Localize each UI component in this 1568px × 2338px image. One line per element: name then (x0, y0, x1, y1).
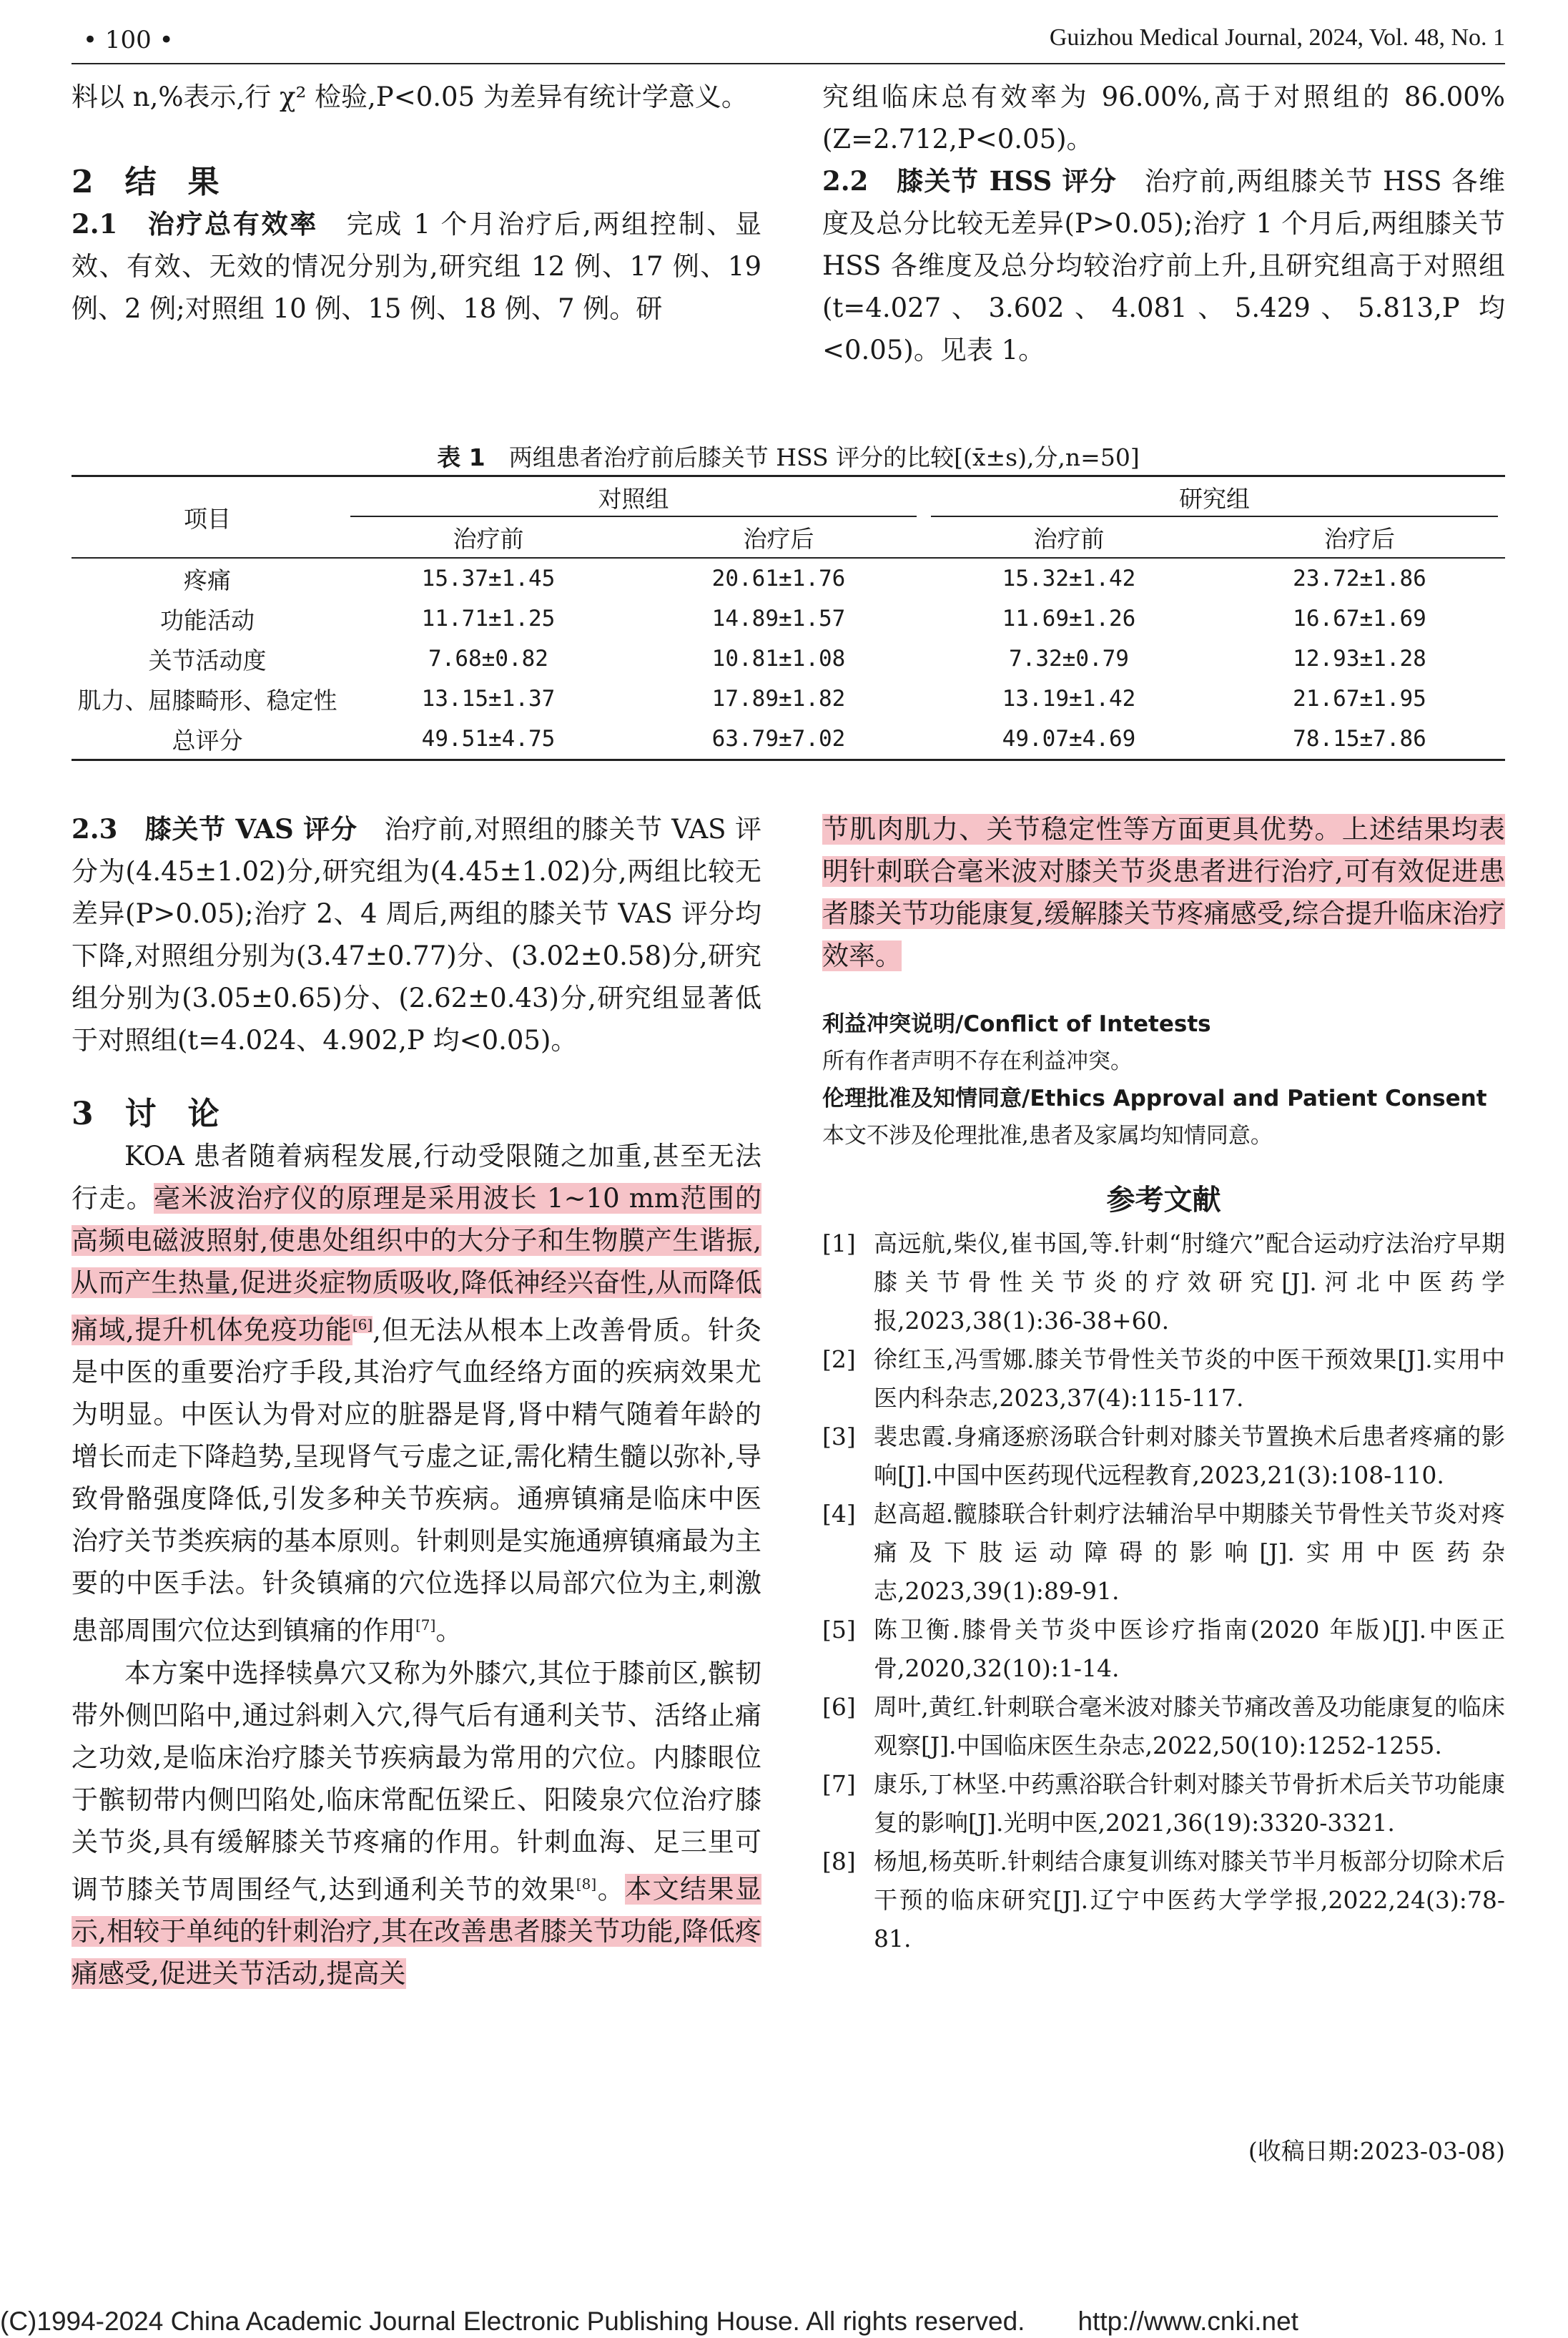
reference-item (822, 1765, 1505, 1842)
reference-number: [8] (822, 1847, 856, 1875)
reference-item (822, 1340, 1505, 1418)
table-row (72, 599, 1505, 639)
page-number: • 100 • (83, 26, 174, 54)
row-item: 功能活动 (160, 606, 255, 634)
conflict-of-interest-title: 利益冲突说明/Conflict of Intetests (822, 1011, 1211, 1037)
section-2-2-body: 治疗前,两组膝关节 HSS 各维度及总分比较无差异(P>0.05);治疗 1 个月后,两组膝关节 HSS 各维度及总分均较治疗前上升,且研究组高于对照组(t=4.027、3.602、4.081、5.429、5.813,P 均<0.05)。见表 1。 (822, 166, 1505, 365)
paragraph-efficacy-rate: 究组临床总有效率为 96.00%,高于对照组的 86.00%(Z=2.712,P<0.05)。 (822, 82, 1505, 154)
reference-number: [3] (822, 1423, 856, 1450)
table-row (72, 639, 1505, 679)
cell-control-before: 7.68±0.82 (428, 646, 548, 672)
conflict-of-interest-body: 所有作者声明不存在利益冲突。 (822, 1048, 1133, 1074)
table-header-study-group: 研究组 (924, 476, 1505, 518)
cell-study-after: 21.67±1.95 (1293, 686, 1426, 712)
highlighted-text: 本文结果显示,相较于单纯的针刺治疗,其在改善患者膝关节功能,降低疼痛感受,促进关节活动,提高关 (72, 1873, 761, 1989)
ethics-body: 本文不涉及伦理批准,患者及家属均知情同意。 (822, 1123, 1273, 1149)
table-header-control-after: 治疗后 (633, 517, 924, 558)
reference-text: 周叶,黄红.针刺联合毫米波对膝关节痛改善及功能康复的临床观察[J].中国临床医生杂志,2022,50(10):1252-1255. (874, 1693, 1505, 1759)
section-2-1 (72, 203, 761, 330)
header-rule (72, 63, 1505, 64)
reference-number: [5] (822, 1616, 856, 1644)
cell-control-before: 11.71±1.25 (421, 606, 556, 632)
cell-control-before: 49.51±4.75 (343, 719, 633, 760)
reference-number: [6] (822, 1693, 856, 1721)
citation-7: [7] (415, 1616, 436, 1634)
cell-study-after: 78.15±7.86 (1214, 719, 1505, 760)
table-row (72, 679, 1505, 719)
citation-8: [8] (576, 1875, 597, 1892)
section-2-3 (72, 808, 761, 1061)
reference-text: 徐红玉,冯雪娜.膝关节骨性关节炎的中医干预效果[J].实用中医内科杂志,2023,37(4):115-117. (874, 1345, 1505, 1412)
copyright-footer: (C)1994-2024 China Academic Journal Electronic Publishing House. All rights reserved. http://www.cnki.net (0, 2307, 1298, 2336)
reference-item (822, 1224, 1505, 1340)
reference-text: 杨旭,杨英昕.针刺结合康复训练对膝关节半月板部分切除术后干预的临床研究[J].辽宁中医药大学学报,2022,24(3):78-81. (874, 1847, 1505, 1953)
reference-number: [1] (822, 1229, 856, 1257)
hss-score-table (72, 475, 1505, 761)
table-header-item: 项目 (72, 476, 343, 559)
table-caption (72, 439, 1505, 473)
left-column-top (72, 76, 761, 330)
cell-study-after: 16.67±1.69 (1293, 606, 1426, 632)
cell-study-before: 13.19±1.42 (1002, 686, 1136, 712)
reference-text: 康乐,丁林坚.中药熏浴联合针刺对膝关节骨折术后关节功能康复的影响[J].光明中医,2021,36(19):3320-3321. (874, 1770, 1505, 1837)
reference-number: [2] (822, 1345, 856, 1373)
row-item: 疼痛 (184, 566, 231, 594)
paragraph-statistics: 料以 n,%表示,行 χ² 检验,P<0.05 为差异有统计学意义。 (72, 82, 748, 112)
cell-control-after: 63.79±7.02 (633, 719, 924, 760)
reference-text: 裴忠霞.身痛逐瘀汤联合针刺对膝关节置换术后患者疼痛的影响[J].中国中医药现代远程教育,2023,21(3):108-110. (874, 1423, 1505, 1489)
reference-list (822, 1224, 1505, 1958)
cell-control-after: 17.89±1.82 (711, 686, 846, 712)
section-2-1-heading: 2.1 治疗总有效率 (72, 208, 318, 240)
section-2-1-body: 完成 1 个月治疗后,两组控制、显效、有效、无效的情况分别为,研究组 12 例、17 例、19 例、2 例;对照组 10 例、15 例、18 例、7 例。研 (72, 209, 762, 324)
section-3-heading: 3 讨 论 (72, 1096, 220, 1132)
reference-item (822, 1418, 1505, 1495)
cell-study-after: 12.93±1.28 (1293, 646, 1426, 672)
reference-item (822, 1611, 1505, 1688)
reference-item (822, 1688, 1505, 1765)
reference-text: 陈卫衡.膝骨关节炎中医诊疗指南(2020 年版)[J].中医正骨,2020,32(10):1-14. (874, 1616, 1505, 1682)
discussion-text: 。 (596, 1873, 626, 1905)
table-header-control-group: 对照组 (343, 476, 924, 518)
references-heading: 参考文献 (1106, 1184, 1221, 1217)
reference-text: 赵高超.髋膝联合针刺疗法辅治早中期膝关节骨性关节炎对疼痛及下肢运动障碍的影响[J].实用中医药杂志,2023,39(1):89-91. (874, 1500, 1505, 1605)
cell-study-before: 11.69±1.26 (1002, 606, 1136, 632)
reference-number: [7] (822, 1770, 856, 1798)
reference-text: 高远航,柴仪,崔书国,等.针刺“肘缝穴”配合运动疗法治疗早期膝关节骨性关节炎的疗效研究[J].河北中医药学报,2023,38(1):36-38+60. (874, 1229, 1505, 1335)
ethics-title: 伦理批准及知情同意/Ethics Approval and Patient Consent (822, 1086, 1487, 1111)
section-2-2 (822, 160, 1505, 371)
reference-item (822, 1495, 1505, 1611)
discussion-text: 本方案中选择犊鼻穴又称为外膝穴,其位于膝前区,髌韧带外侧凹陷中,通过斜刺入穴,得气后有通利关节、活络止痛之功效,是临床治疗膝关节疾病最为常用的穴位。内膝眼位于髌韧带内侧凹陷处,临床常配伍梁丘、阳陵泉穴位治疗膝关节炎,具有缓解膝关节疼痛的作用。针刺血海、足三里可调节膝关节周围经气,达到通利关节的效果 (72, 1657, 761, 1905)
cell-study-before: 49.07±4.69 (924, 719, 1214, 760)
discussion-text: 。 (435, 1615, 463, 1646)
discussion-paragraph-1 (72, 1135, 761, 1652)
table-caption-label: 表 1 (437, 443, 485, 471)
right-column-bottom (822, 808, 1505, 1958)
cell-study-before: 7.32±0.79 (1009, 646, 1129, 672)
left-column-bottom (72, 808, 761, 1995)
highlighted-text: 节肌肉肌力、关节稳定性等方面更具优势。上述结果均表明针刺联合毫米波对膝关节炎患者进行治疗,可有效促进患者膝关节功能康复,缓解膝关节疼痛感受,综合提升临床治疗效率。 (822, 814, 1505, 971)
running-header-journal: Guizhou Medical Journal, 2024, Vol. 48, No. 1 (1049, 24, 1505, 51)
right-column-top (822, 76, 1505, 371)
cell-control-before: 13.15±1.37 (421, 686, 556, 712)
reference-item (822, 1842, 1505, 1958)
discussion-text: ,但无法从根本上改善骨质。针灸是中医的重要治疗手段,其治疗气血经络方面的疾病效果尤为明显。中医认为骨对应的脏器是肾,肾中精气随着年龄的增长而走下降趋势,呈现肾气亏虚之证,需化精生髓以弥补,导致骨骼强度降低,引发多种关节疾病。通痹镇痛是临床中医治疗关节类疾病的基本原则。针刺则是实施通痹镇痛最为主要的中医手法。针灸镇痛的穴位选择以局部穴位为主,刺激患部周围穴位达到镇痛的作用 (72, 1315, 762, 1646)
table-header-study-before: 治疗前 (924, 517, 1214, 558)
cell-control-after: 20.61±1.76 (711, 566, 846, 591)
row-item: 肌力、屈膝畸形、稳定性 (77, 686, 337, 714)
discussion-paragraph-2 (72, 1652, 761, 1995)
section-2-2-heading: 2.2 膝关节 HSS 评分 (822, 165, 1118, 197)
cell-control-after: 10.81±1.08 (711, 646, 846, 672)
table-row (72, 558, 1505, 599)
cell-control-before: 15.37±1.45 (421, 566, 556, 591)
section-2-3-body: 治疗前,对照组的膝关节 VAS 评分为(4.45±1.02)分,研究组为(4.45±1.02)分,两组比较无差异(P>0.05);治疗 2、4 周后,两组的膝关节 VAS 评分均下降,对照组分别为(3.47±0.77)分、(3.02±0.58)分,研究组分别为(3.05±0.65)分、(2.62±0.43)分,研究组显著低于对照组(t=4.024、4.902,P 均<0.05)。 (72, 814, 761, 1056)
conclusion-paragraph (822, 808, 1505, 977)
highlighted-text: 毫米波治疗仪的原理是采用波长 1~10 mm范围的高频电磁波照射,使患处组织中的大分子和生物膜产生谐振,从而产生热量,促进炎症物质吸收,降低神经兴奋性,从而降低痛域,提升机体免疫功能 (72, 1183, 761, 1346)
cell-study-before: 15.32±1.42 (1002, 566, 1136, 591)
reference-number: [4] (822, 1500, 856, 1528)
received-date: (收稿日期:2023-03-08) (1248, 2137, 1505, 2165)
table-header-control-before: 治疗前 (343, 517, 633, 558)
citation-6: [6] (352, 1316, 373, 1333)
table-caption-text: 两组患者治疗前后膝关节 HSS 评分的比较[(x̄±s),分,n=50] (485, 443, 1140, 471)
table-row (72, 719, 1505, 760)
section-2-3-heading: 2.3 膝关节 VAS 评分 (72, 813, 358, 845)
cell-study-after: 23.72±1.86 (1293, 566, 1426, 591)
row-item: 关节活动度 (148, 646, 267, 674)
section-2-heading: 2 结 果 (72, 164, 220, 200)
table-header-study-after: 治疗后 (1214, 517, 1505, 558)
discussion-text: KOA 患者随着病程发展,行动受限随之加重,甚至无法行走。 (72, 1141, 761, 1214)
cell-control-after: 14.89±1.57 (711, 606, 846, 632)
row-item: 总评分 (72, 719, 343, 760)
